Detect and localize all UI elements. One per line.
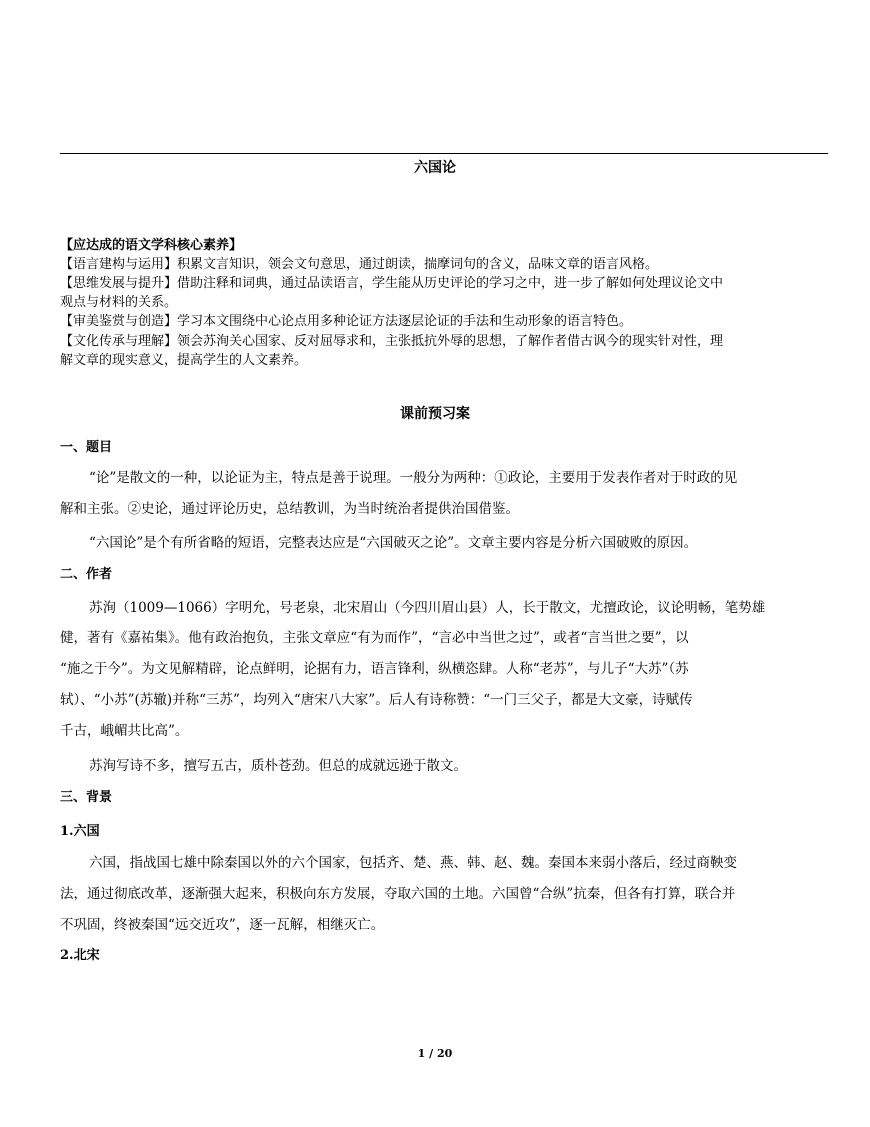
- section-heading-background: 三、背景: [60, 790, 113, 805]
- subheading-northern-song: 2.北宋: [60, 948, 100, 963]
- core-line-1: 【语言建构与运用】积累文言知识，领会文句意思，通过朗读，揣摩词句的含义，品味文章的语言风格。: [60, 257, 659, 272]
- subheading-six-states: 1.六国: [60, 824, 100, 839]
- section1-line-2: 解和主张。②史论，通过评论历史，总结教训，为当时统治者提供治国借鉴。: [60, 501, 519, 517]
- section-heading-author: 二、作者: [60, 567, 113, 582]
- sub1-line-2: 法，通过彻底改革，逐渐强大起来，积极向东方发展，夺取六国的土地。六国曾“合纵”抗秦，但各有打算，联合并: [60, 886, 736, 902]
- section2-line-4: 轼）、“小苏”(苏辙)并称“三苏”，均列入“唐宋八大家”。后人有诗称赞：“一门三父子，都是大文豪，诗赋传: [60, 692, 693, 708]
- section1-line-1: “论”是散文的一种，以论证为主，特点是善于说理。一般分为两种：①政论，主要用于发表作者对于时政的见: [89, 470, 738, 486]
- core-line-4: 【审美鉴赏与创造】学习本文围绕中心论点用多种论证方法逐层论证的手法和生动形象的语言特色。: [60, 314, 633, 329]
- section2-line-5: 千古，峨嵋共比高”。: [60, 723, 189, 739]
- section2-line-6: 苏洵写诗不多，擅写五古，质朴苍劲。但总的成就远逊于散文。: [89, 758, 467, 774]
- document-title: 六国论: [414, 160, 456, 176]
- core-literacy-heading: 【应达成的语文学科核心素养】: [60, 238, 243, 253]
- sub1-line-1: 六国，指战国七雄中除秦国以外的六个国家，包括齐、楚、燕、韩、赵、魏。秦国本来弱小落后，经过商鞅变: [89, 855, 737, 871]
- core-line-5: 【文化传承与理解】领会苏洵关心国家、反对屈辱求和，主张抵抗外辱的思想，了解作者借古讽今的现实针对性，理: [60, 334, 724, 349]
- section2-line-3: “施之于今”。为文见解精辟，论点鲜明，论据有力，语言锋利，纵横恣肆。人称“老苏”，与儿子“大苏”（苏: [60, 661, 689, 677]
- core-line-2: 【思维发展与提升】借助注释和词典，通过品读语言，学生能从历史评论的学习之中，进一步了解如何处理议论文中: [60, 276, 724, 291]
- section2-line-1: 苏洵（1009—1066）字明允，号老泉，北宋眉山（今四川眉山县）人，长于散文，尤擅政论，议论明畅，笔势雄: [89, 600, 766, 616]
- sub1-line-3: 不巩固，终被秦国“远交近攻”，逐一瓦解，相继灭亡。: [60, 917, 385, 933]
- section2-line-2: 健，著有《嘉祐集》。他有政治抱负，主张文章应“有为而作”，“言必中当世之过”，或者“言当世之要”，以: [60, 630, 689, 646]
- page-number: 1 / 20: [417, 1047, 453, 1060]
- section-heading-title: 一、题目: [60, 440, 113, 455]
- core-line-6: 解文章的现实意义，提高学生的人文素养。: [60, 353, 308, 368]
- core-line-3: 观点与材料的关系。: [60, 295, 178, 310]
- header-rule: [60, 153, 828, 154]
- preview-title: 课前预习案: [400, 406, 470, 422]
- section1-line-3: “六国论”是个有所省略的短语，完整表达应是“六国破灭之论”。文章主要内容是分析六国破败的原因。: [89, 535, 698, 551]
